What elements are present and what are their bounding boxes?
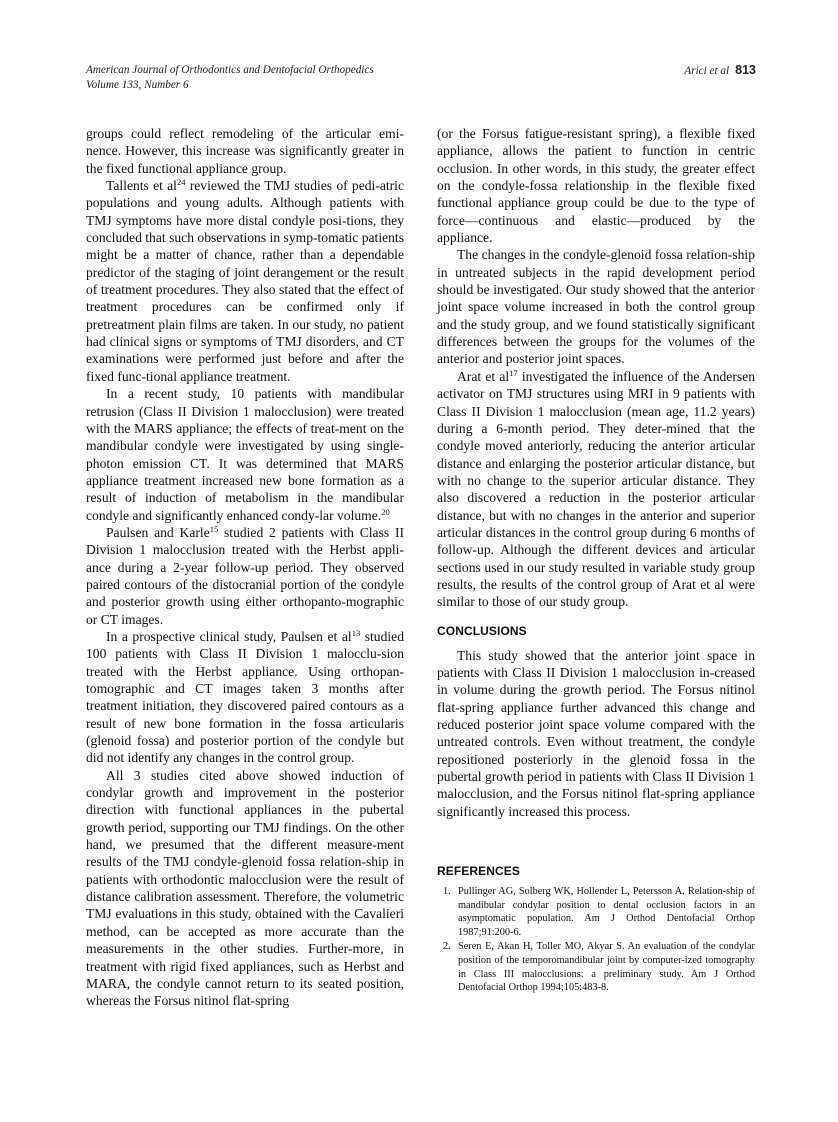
paragraph-text: studied 2 patients with Class II Division 1 malocclusion treated with the Herbst appli-ance during a 2-year follow-up period. They observed paired contours of the distocranial portion of the condyle and posterior growth using either orthopanto-mographic or CT images. (86, 524, 404, 627)
left-column (86, 125, 404, 1010)
references-list (437, 885, 755, 995)
paragraph-text: studied 100 patients with Class II Division 1 malocclu-sion treated with the Herbst appliance. Using orthopan-tomographic and CT images taken 3 months after treatment initiation, they discovered paired contours as a result of new bone formation in the fossa articularis (glenoid fossa) and posterior portion of the condyle but did not identify any changes in the control group. (86, 628, 404, 766)
author-page (684, 63, 756, 79)
paragraph-text: Arat et al (457, 368, 510, 384)
paragraph (86, 524, 404, 628)
paragraph-text: groups could reflect remodeling of the articular emi-nence. However, this increase was significantly greater in the fixed functional appliance group. (86, 126, 404, 176)
paragraph-text: All 3 studies cited above showed induction of condylar growth and improvement in the posterior direction with functional appliances in the pubertal growth period, supporting our TMJ findings. On the other hand, we presumed that the different measure-ment results of the TMJ condyle-glenoid fossa relation-ship in patients with orthodontic malocclusion were the result of distance calibration assessment. Therefore, the volumetric TMJ evaluations in this study, obtained with the Cavalieri method, can be accepted as more accurate than the measurements in the other studies. Further-more, in treatment with rigid fixed appliances, such as Herbst and MARA, the condyle cannot return to its seated position, whereas the Forsus nitinol flat-spring (86, 767, 404, 1009)
citation-superscript: 13 (351, 627, 361, 638)
running-authors: Arici et al (684, 65, 730, 77)
paragraph (437, 368, 755, 611)
paragraph (86, 125, 404, 177)
paragraph (86, 385, 404, 524)
paragraph-text: The changes in the condyle-glenoid fossa relation-ship in untreated subjects in the rapid development period should be investigated. Our study showed that the anterior joint space volume increased in both the control group and the study group, and we found statistically significant differences between the groups for the volumes of the anterior and posterior joint spaces. (437, 247, 755, 367)
paragraph-text: Paulsen and Karle (106, 524, 210, 540)
paragraph-text: Tallents et al (106, 178, 177, 194)
citation-superscript: 15 (209, 523, 219, 534)
paragraph (86, 767, 404, 1010)
conclusions-heading: CONCLUSIONS (437, 623, 527, 638)
paragraph-text: In a prospective clinical study, Paulsen et al (106, 628, 352, 644)
paragraph (437, 125, 755, 246)
reference-text: Pullinger AG, Solberg WK, Hollender L, Petersson A. Relation-ship of mandibular condylar position to dental occlusion factors in an asymptomatic population. Am J Orthod Dentofacial Orthop 1987;91:200-6. (458, 886, 755, 938)
paragraph (437, 246, 755, 367)
reference-item (437, 940, 755, 994)
journal-info (86, 63, 374, 93)
citation-superscript: 17 (509, 367, 518, 378)
paragraph-text: In a recent study, 10 patients with mandibular retrusion (Class II Division 1 malocclusion) were treated with the MARS appliance; the effects of treat-ment on the mandibular condyle were investigated by using single-photon emission CT. It was determined that MARS appliance treatment increased new bone formation as a result of induction of metabolism in the mandibular condyle and significantly enhanced condy-lar volume. (86, 386, 404, 523)
conclusions-paragraph: This study showed that the anterior joint space in patients with Class II Division 1 malocclusion in-creased in volume during the growth period. The Forsus nitinol flat-spring appliance further advanced this change and reduced posterior joint space volume compared with the untreated controls. Even without treatment, the condyle repositioned posteriorly in the glenoid fossa in the pubertal growth period in patients with Class II Division 1 malocclusion, and the Forsus nitinol flat-spring appliance significantly increased this process. (437, 647, 755, 819)
paragraph (86, 628, 404, 767)
paragraph-text: (or the Forsus fatigue-resistant spring), a flexible fixed appliance, allows the patient to function in centric occlusion. In other words, in this study, the greater effect on the condyle-fossa relationship in the flexible fixed functional appliance group could be due to the type of force—continuous and elastic—produced by the appliance. (437, 126, 755, 246)
references-heading: REFERENCES (437, 864, 521, 879)
volume-issue: Volume 133, Number 6 (86, 79, 189, 91)
page-number: 813 (735, 63, 756, 77)
paragraph-text: reviewed the TMJ studies of pedi-atric populations and young adults. Although patients with TMJ symptoms have more distal condyle posi-tions, they concluded that such observations in symp-tomatic patients might be a matter of chance, rather than a dependable predictor of the staging of joint derangement or the result of treatment procedures. They also stated that the effect of treatment procedures can be confirmed only if pretreatment plain films are taken. In our study, no patient had clinical signs or symptoms of TMJ disorders, and CT examinations were performed just before and after the fixed func-tional appliance treatment. (86, 178, 404, 384)
reference-item (437, 885, 755, 939)
right-column (437, 125, 755, 996)
reference-number: 1. (443, 886, 451, 898)
citation-superscript: 24 (176, 177, 186, 188)
journal-title: American Journal of Orthodontics and Dentofacial Orthopedics (86, 64, 374, 76)
paragraph (86, 177, 404, 385)
citation-superscript: 20 (381, 506, 390, 517)
reference-number: 2. (443, 941, 451, 953)
reference-text: Seren E, Akan H, Toller MO, Akyar S. An evaluation of the condylar position of the temporomandibular joint by computer-ized tomography in Class III malocclusions: a preliminary study. Am J Orthod Dentofacial Orthop 1994;105:483-8. (458, 941, 755, 994)
paragraph-text: investigated the influence of the Andersen activator on TMJ structures using MRI in 9 patients with Class II Division 1 malocclusion (mean age, 11.2 years) during a 6-month period. They deter-mined that the condyle moved anteriorly, reducing the anterior articular distance and enlarging the posterior articular distance, but with no change to the superior articular distance. They also discovered a reduction in the posterior articular distance, but with no changes in the anterior and superior articular distances in the control group during 6 months of follow-up. Although the different devices and articular sections used in our study resulted in variable study group results, the results of the control group of Arat et al were similar to those of our study group. (437, 368, 755, 610)
